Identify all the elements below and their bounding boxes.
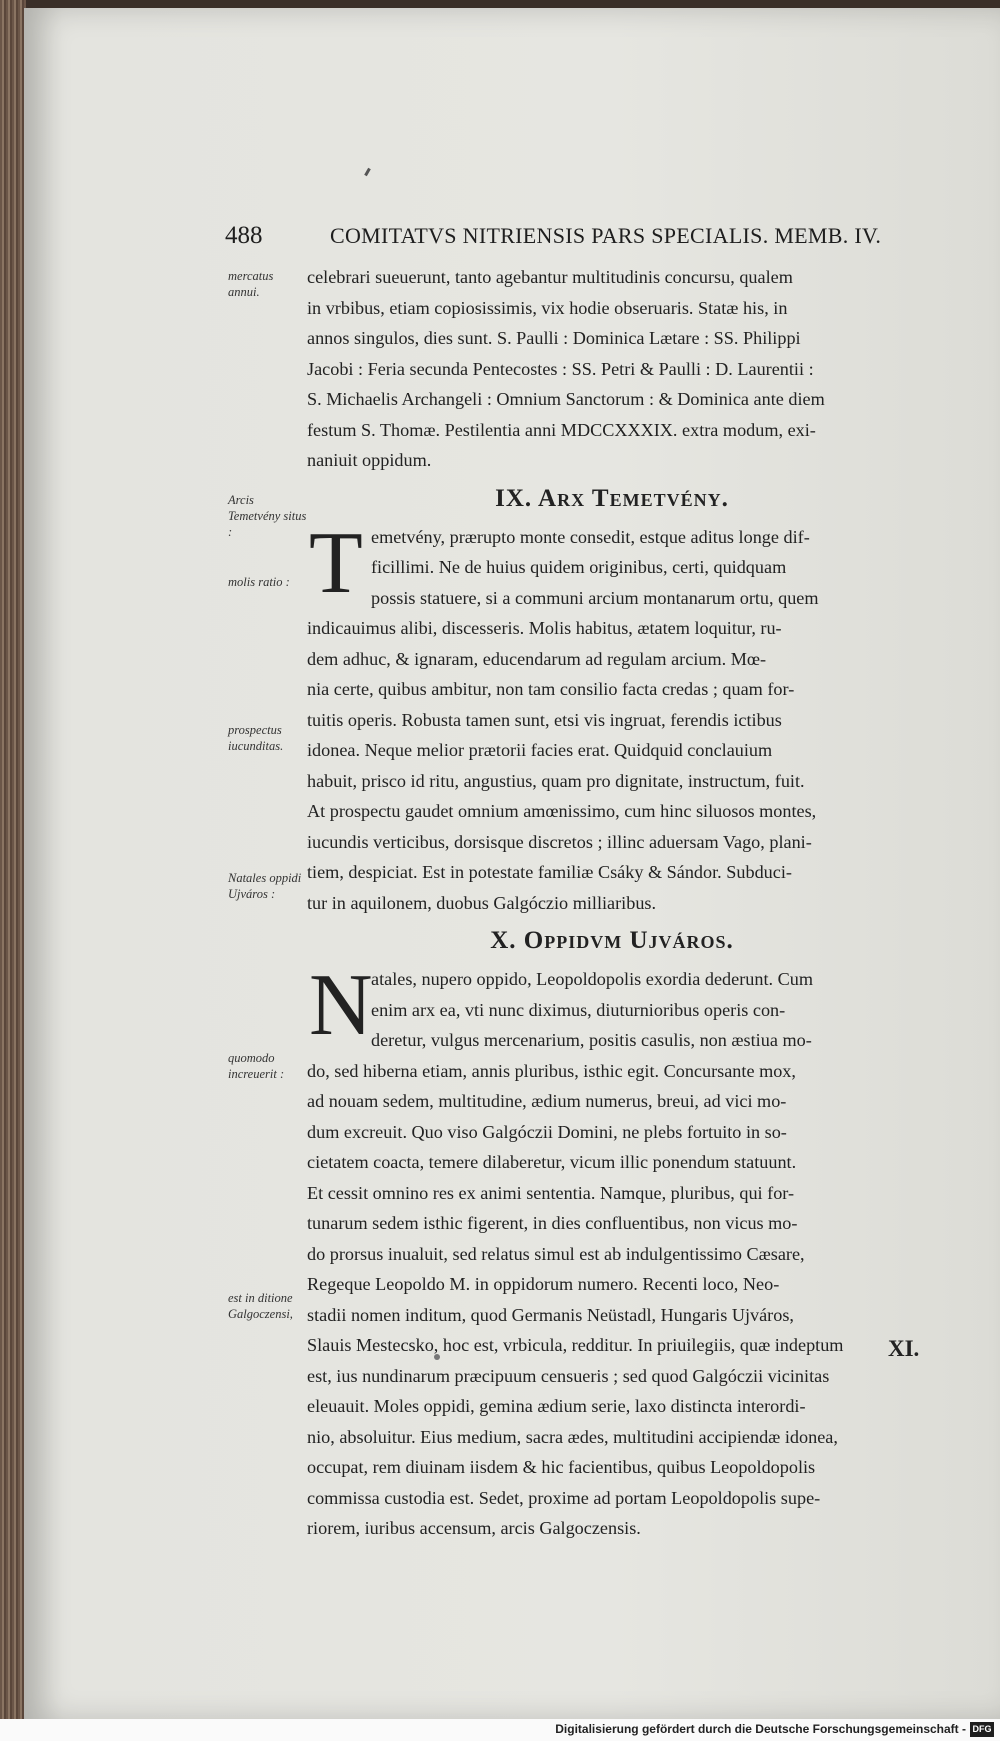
catchword: XI.: [888, 1336, 920, 1361]
section-heading-x: X. Oppidvm Ujváros.: [490, 927, 734, 954]
drop-cap: T: [309, 514, 363, 612]
text-line: in vrbibus, etiam copiosissimis, vix hodie obseruaris. Statæ his, in: [307, 297, 788, 318]
text-line: eleuauit. Moles oppidi, gemina ædium serie, laxo distincta interordi-: [307, 1396, 806, 1416]
section-heading-ix: IX. Arx Temetvény.: [495, 484, 729, 512]
footer-credit: Digitalisierung gefördert durch die Deutsche Forschungsgemeinschaft -: [555, 1722, 966, 1736]
text-line: tuitis operis. Robusta tamen sunt, etsi vis ingruat, ferendis ictibus: [307, 709, 782, 730]
text-line: nia certe, quibus ambitur, non tam consilio facta credas ; quam for-: [307, 679, 795, 699]
ink-mark: [364, 168, 371, 176]
margin-note-prospectus: prospectus iucunditas.: [228, 723, 284, 753]
text-line: dem adhuc, & ignaram, educendarum ad regulam arcium. Mœ-: [307, 648, 767, 669]
margin-note-arcis-situs: Arcis Temetvény situs :: [228, 493, 307, 539]
text-line: ficillimi. Ne de huius quidem originibus, certi, quidquam: [371, 557, 787, 577]
text-line: celebrari sueuerunt, tanto agebantur multitudinis concursu, qualem: [307, 267, 793, 287]
text-line: occupat, rem diuinam iisdem & hic facientibus, quibus Leopoldopolis: [307, 1457, 816, 1477]
dfg-logo-icon: DFG: [970, 1722, 994, 1737]
text-line: At prospectu gaudet omnium amœnissimo, cum hinc siluosos montes,: [307, 801, 817, 821]
text-line: est, ius nundinarum præcipuum censueris ; sed quod Galgóczii vicinitas: [307, 1365, 830, 1386]
text-line: do prorsus inualuit, sed relatus simul est ab indulgentissimo Cæsare,: [307, 1243, 805, 1264]
text-line: tur in aquilonem, duobus Galgóczio milliaribus.: [307, 892, 657, 913]
page-number: 488: [225, 222, 263, 249]
text-line: atales, nupero oppido, Leopoldopolis exordia dederunt. Cum: [371, 969, 813, 989]
text-line: Et cessit omnino res ex animi sententia. Namque, pluribus, qui for-: [307, 1182, 795, 1203]
page-header: [225, 222, 915, 258]
margin-note-mercatus: mercatus annui.: [228, 269, 274, 299]
drop-cap: N: [309, 957, 373, 1054]
text-line: stadii nomen inditum, quod Germanis Neüstadl, Hungaris Ujváros,: [307, 1304, 794, 1325]
text-line: do, sed hiberna etiam, annis pluribus, isthic egit. Concursante mox,: [307, 1060, 796, 1081]
margin-note-molis-ratio: molis ratio :: [228, 575, 290, 589]
text-line: indicauimus alibi, discesseris. Molis habitus, ætatem loquitur, ru-: [307, 618, 782, 638]
section-ix-text: [307, 514, 917, 919]
text-line: Regeque Leopoldo M. in oppidorum numero. Recenti loco, Neo-: [307, 1274, 780, 1294]
text-line: tunarum sedem isthic figerent, in dies confluentibus, non vicus mo-: [307, 1213, 798, 1233]
text-line: Slauis Mestecsko, hoc est, vrbicula, redditur. In priuilegiis, quæ indeptum: [307, 1335, 844, 1355]
text-line: dum excreuit. Quo viso Galgóczii Domini, ne plebs fortuito in so-: [307, 1121, 787, 1142]
text-line: naniuit oppidum.: [307, 450, 432, 470]
text-line: enim arx ea, vti nunc diximus, diuturnioribus operis con-: [371, 999, 786, 1020]
text-line: habuit, prisco id ritu, angustius, quam pro dignitate, instructum, fuit.: [307, 770, 805, 791]
footer-bar: [0, 1719, 1000, 1741]
text-line: ad nouam sedem, multitudine, ædium numerus, breui, ad vici mo-: [307, 1091, 787, 1111]
margin-note-natales: Natales oppidi Ujváros :: [228, 871, 302, 901]
margin-note-ditione: est in ditione Galgoczensi,: [228, 1291, 293, 1321]
text-line: nio, absoluitur. Eius medium, sacra ædes, multitudini accipiendæ idonea,: [307, 1426, 838, 1447]
book-edge: [0, 0, 26, 1741]
text-line: deretur, vulgus mercenarium, positis casulis, non æstiua mo-: [371, 1030, 812, 1050]
text-line: iucundis verticibus, dorsisque discretos ; illinc aduersam Vago, plani-: [307, 831, 812, 852]
text-line: S. Michaelis Archangeli : Omnium Sanctorum : & Dominica ante diem: [307, 389, 825, 409]
running-head: COMITATVS NITRIENSIS PARS SPECIALIS. MEMB. IV.: [330, 223, 882, 248]
paragraph-mercatus: [307, 262, 917, 476]
text-line: idonea. Neque melior prætorii facies erat. Quidquid conclauium: [307, 740, 773, 760]
text-line: tiem, despiciat. Est in potestate familiæ Csáky & Sándor. Subduci-: [307, 862, 792, 882]
text-line: riorem, iuribus accensum, arcis Galgoczensis.: [307, 1518, 641, 1538]
text-line: cietatem coacta, temere dilaberetur, vicum illic ponendum statuunt.: [307, 1152, 797, 1172]
section-x-text: [307, 957, 920, 1544]
text-line: commissa custodia est. Sedet, proxime ad portam Leopoldopolis supe-: [307, 1487, 821, 1508]
margin-note-quomodo: quomodo increuerit :: [228, 1051, 285, 1081]
text-line: possis statuere, si a communi arcium montanarum ortu, quem: [371, 587, 819, 608]
text-line: festum S. Thomæ. Pestilentia anni MDCCXXXIX. extra modum, exi-: [307, 419, 816, 440]
text-line: annos singulos, dies sunt. S. Paulli : Dominica Lætare : SS. Philippi: [307, 328, 801, 348]
text-line: Jacobi : Feria secunda Pentecostes : SS. Petri & Paulli : D. Laurentii :: [307, 358, 814, 379]
text-line: emetvény, prærupto monte consedit, estque aditus longe dif-: [371, 526, 810, 547]
body-text: [307, 262, 920, 1544]
